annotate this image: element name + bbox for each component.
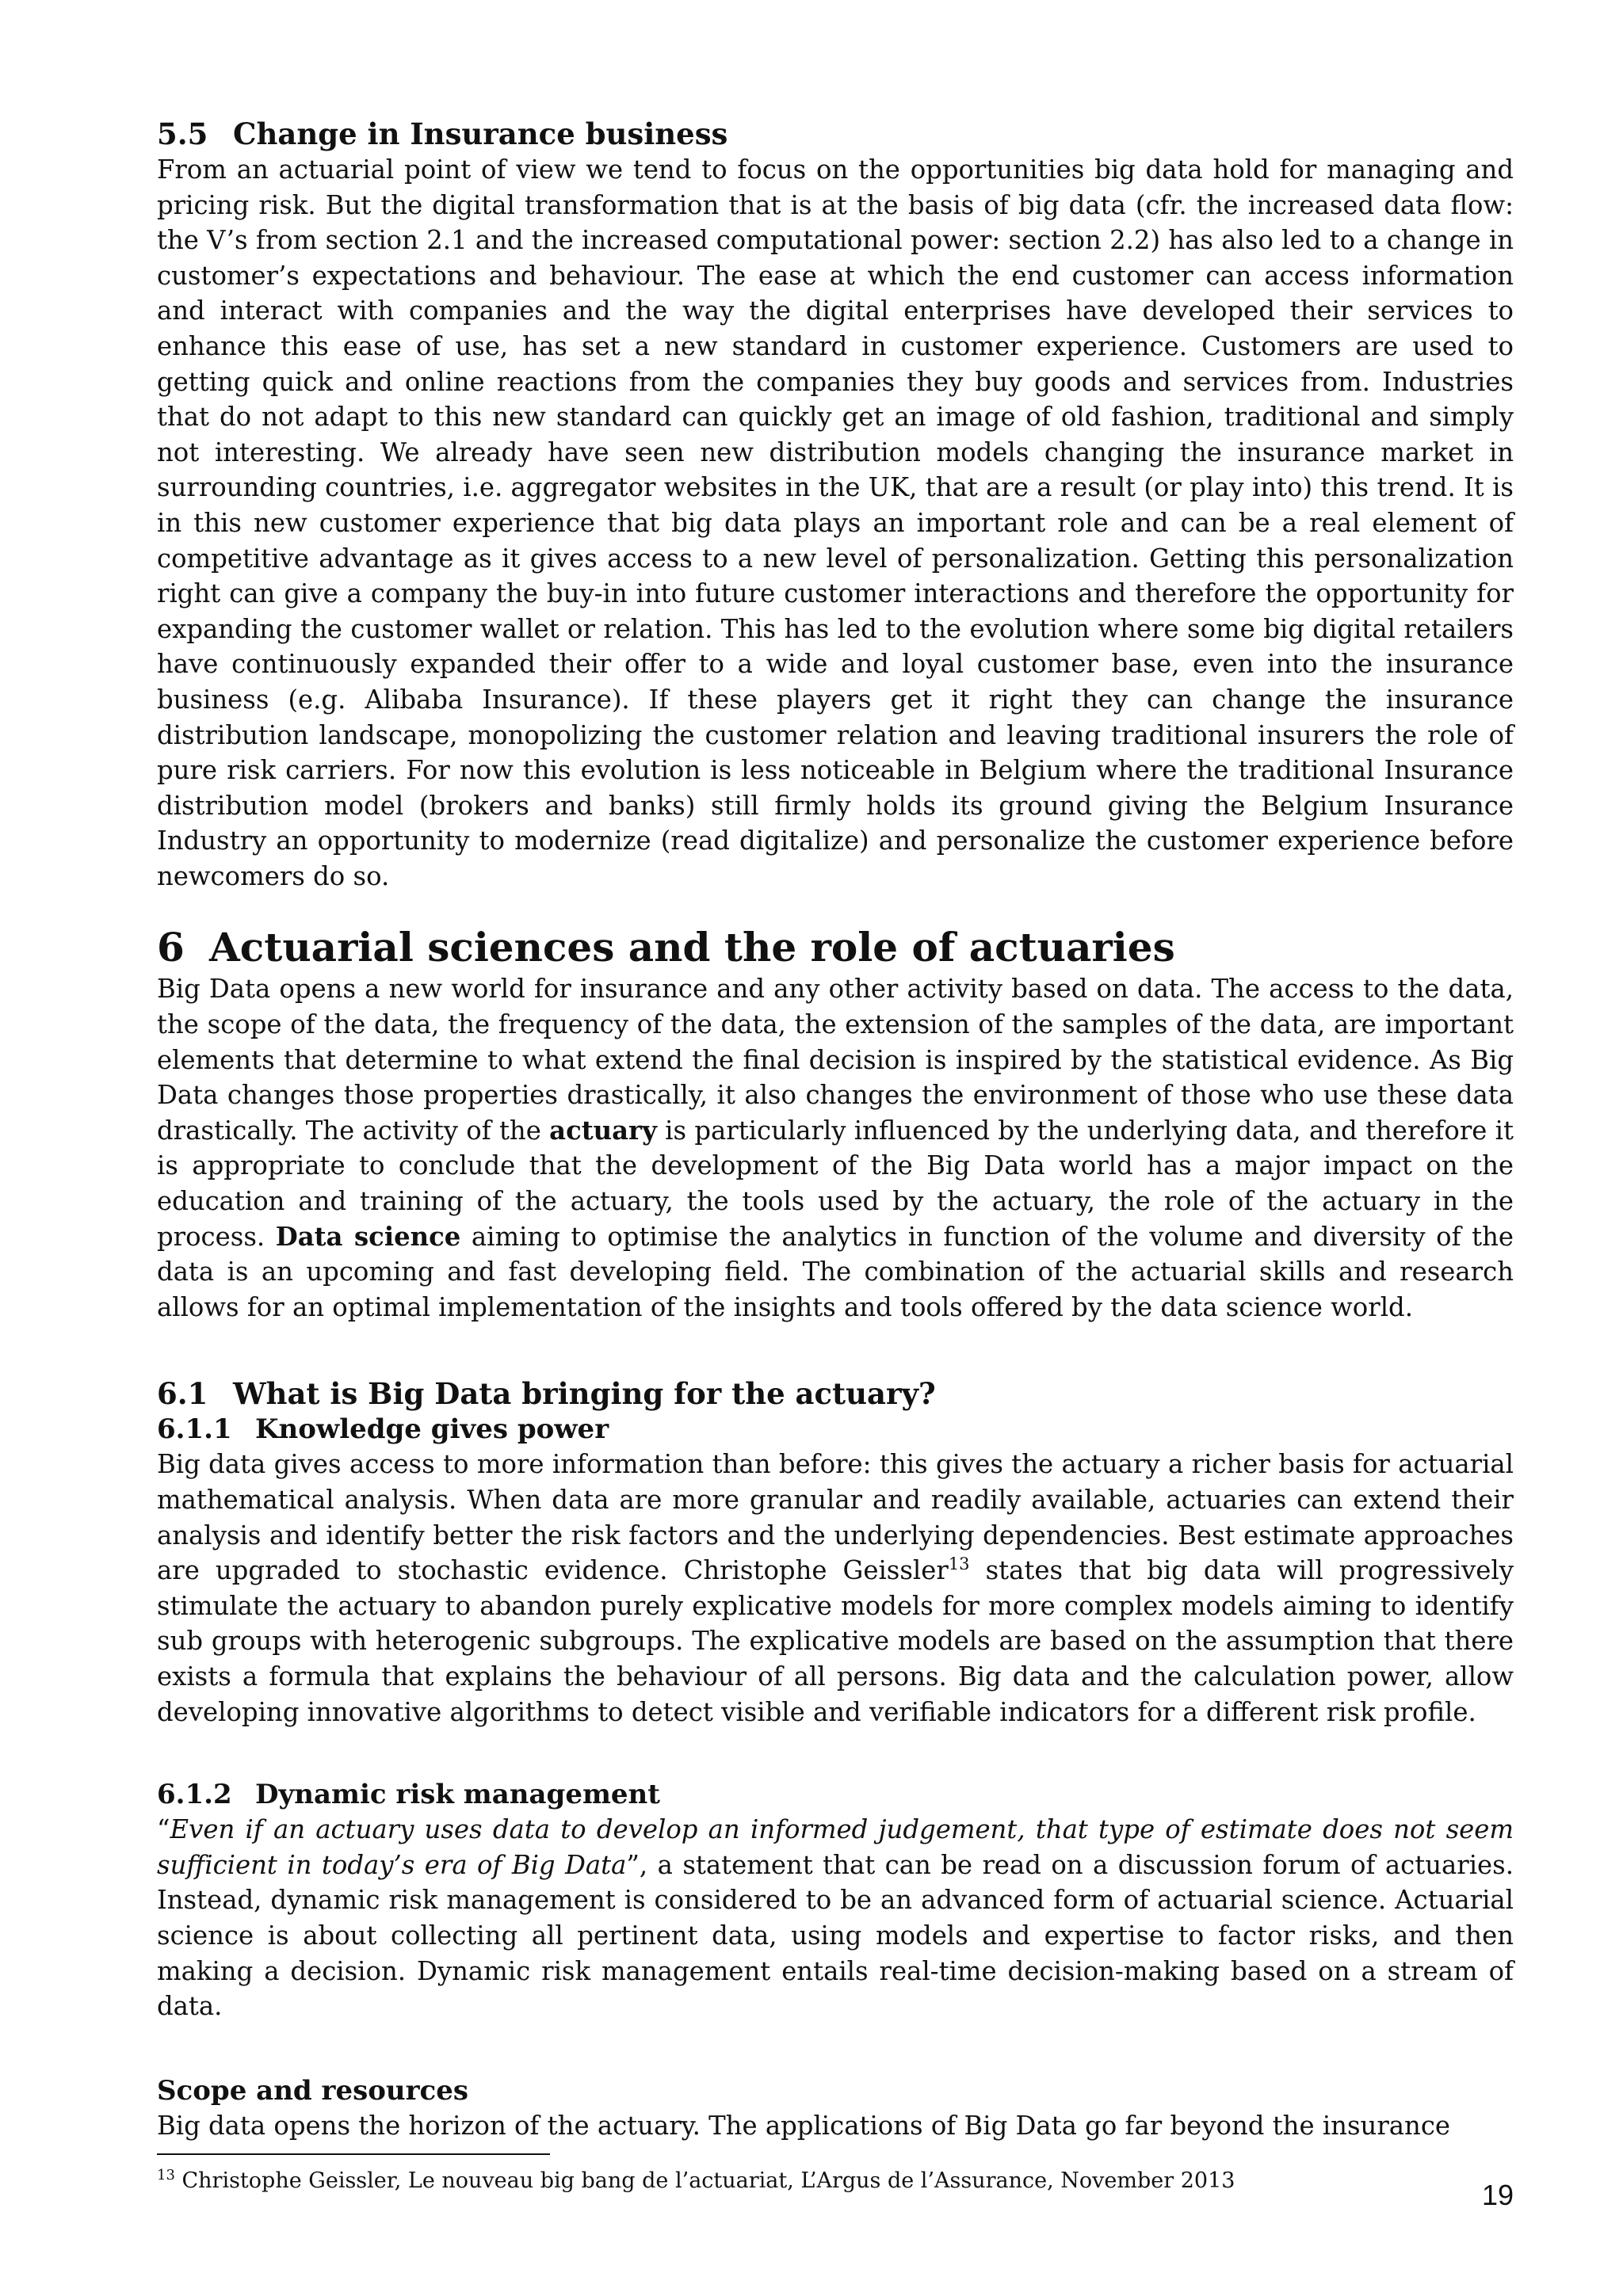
- footnote-text: Christophe Geissler, Le nouveau big bang de l’actuariat, L’Argus de l’Assurance, November 2013: [174, 2168, 1235, 2193]
- quote-mark: “: [157, 1814, 170, 1845]
- section-number: 6.1: [157, 1376, 208, 1412]
- footnote-number: 13: [157, 2167, 175, 2183]
- section-6-1-2-paragraph: [157, 1812, 1514, 2024]
- section-number: 5.5: [157, 116, 208, 151]
- document-page: [157, 116, 1514, 2143]
- text-run: ”, a statement that can be read on a discussion forum of actuaries. Instead, dynamic risk management is considered to be an advanced form of actuarial science. Actuarial science is about collecting all pertinent data, using models and expertise to factor risks, and then making a decision. Dynamic risk management entails real-time decision-making based on a stream of data.: [157, 1849, 1514, 2022]
- section-6-paragraph: [157, 971, 1514, 1325]
- section-6-1-1-paragraph: [157, 1447, 1514, 1730]
- section-number: 6.1.2: [157, 1779, 232, 1811]
- text-run: states that big data will progressively stimulate the actuary to abandon purely explicative models for more complex models aiming to identify sub groups with heterogenic subgroups. The explicative models are based on the assumption that there exists a formula that explains the behaviour of all persons. Big data and the calculation power, allow developing innovative algorithms to detect visible and verifiable indicators for a different risk profile.: [157, 1555, 1514, 1727]
- footnote: [157, 2143, 1514, 2197]
- section-title: Dynamic risk management: [255, 1779, 660, 1811]
- section-title: Change in Insurance business: [233, 116, 728, 151]
- bold-term-data-science: Data science: [275, 1221, 461, 1252]
- text-run: Big Data opens a new world for insurance and any other activity based on data. The access to the data, the scope of the data, the frequency of the data, the extension of the samples of the data, are important elements that determine to what extend the final decision is inspired by the statistical evidence. As Big Data changes those properties drastically, it also changes the environment of those who use these data drastically. The activity of the: [157, 974, 1514, 1146]
- section-6-1-heading: [157, 1375, 1514, 1412]
- section-6-1-2-heading: [157, 1777, 1514, 1812]
- section-6-heading: [157, 924, 1514, 971]
- text-run: Big data gives access to more information than before: this gives the actuary a richer basis for actuarial mathematical analysis. When data are more granular and readily available, actuaries can extend their analysis and identify better the risk factors and the underlying dependencies. Best estimate approaches are upgraded to stochastic evidence. Christophe Geissler: [157, 1449, 1514, 1586]
- section-title: Knowledge gives power: [255, 1413, 609, 1446]
- section-title: Actuarial sciences and the role of actuaries: [209, 924, 1175, 971]
- page-number: 19: [1481, 2179, 1514, 2211]
- section-5-5-heading: [157, 116, 1514, 152]
- scope-heading: Scope and resources: [157, 2074, 469, 2107]
- text-run: aiming to optimise the analytics in function of the volume and diversity of the data is an upcoming and fast developing field. The combination of the actuarial skills and research allows for an optimal implementation of the insights and tools offered by the data science world.: [157, 1221, 1514, 1322]
- section-6-1-1-heading: [157, 1412, 1514, 1447]
- footnote-reference[interactable]: 13: [948, 1554, 970, 1574]
- bold-term-actuary: actuary: [549, 1115, 657, 1146]
- scope-paragraph: Big data opens the horizon of the actuary. The applications of Big Data go far beyond the insurance: [157, 2110, 1451, 2141]
- section-number: 6.1.1: [157, 1413, 232, 1446]
- section-title: What is Big Data bringing for the actuary?: [233, 1376, 936, 1412]
- text-run: is particularly influenced by the underlying data, and therefore it is appropriate to conclude that the development of the Big Data world has a major impact on the education and training of the actuary, the tools used by the actuary, the role of the actuary in the process.: [157, 1115, 1514, 1252]
- section-number: 6: [157, 924, 185, 971]
- section-5-5-paragraph: From an actuarial point of view we tend to focus on the opportunities big data hold for managing and pricing risk. But the digital transformation that is at the basis of big data (cfr. the increased data flow: the V’s from section 2.1 and the increased computational power: section 2.2) has also led to a change in customer’s expectations and behaviour. The ease at which the end customer can access information and interact with companies and the way the digital enterprises have developed their services to enhance this ease of use, has set a new standard in customer experience. Customers are used to getting quick and online reactions from the companies they buy goods and services from. Industries that do not adapt to this new standard can quickly get an image of old fashion, traditional and simply not interesting. We already have seen new distribution models changing the insurance market in surrounding countries, i.e. aggregator websites in the UK, that are a result (or play into) this trend. It is in this new customer experience that big data plays an important role and can be a real element of competitive advantage as it gives access to a new level of personalization. Getting this personalization right can give a company the buy-in into future customer interactions and therefore the opportunity for expanding the customer wallet or relation. This has led to the evolution where some big digital retailers have continuously expanded their offer to a wide and loyal customer base, even into the insurance business (e.g. Alibaba Insurance). If these players get it right they can change the insurance distribution landscape, monopolizing the customer relation and leaving traditional insurers the role of pure risk carriers. For now this evolution is less noticeable in Belgium where the traditional Insurance distribution model (brokers and banks) still firmly holds its ground giving the Belgium Insurance Industry an opportunity to modernize (read digitalize) and personalize the customer experience before newcomers do so.: [157, 154, 1514, 891]
- italic-quote: Even if an actuary uses data to develop an informed judgement, that type of estimate does not seem sufficient in today’s era of Big Data: [157, 1814, 1514, 1880]
